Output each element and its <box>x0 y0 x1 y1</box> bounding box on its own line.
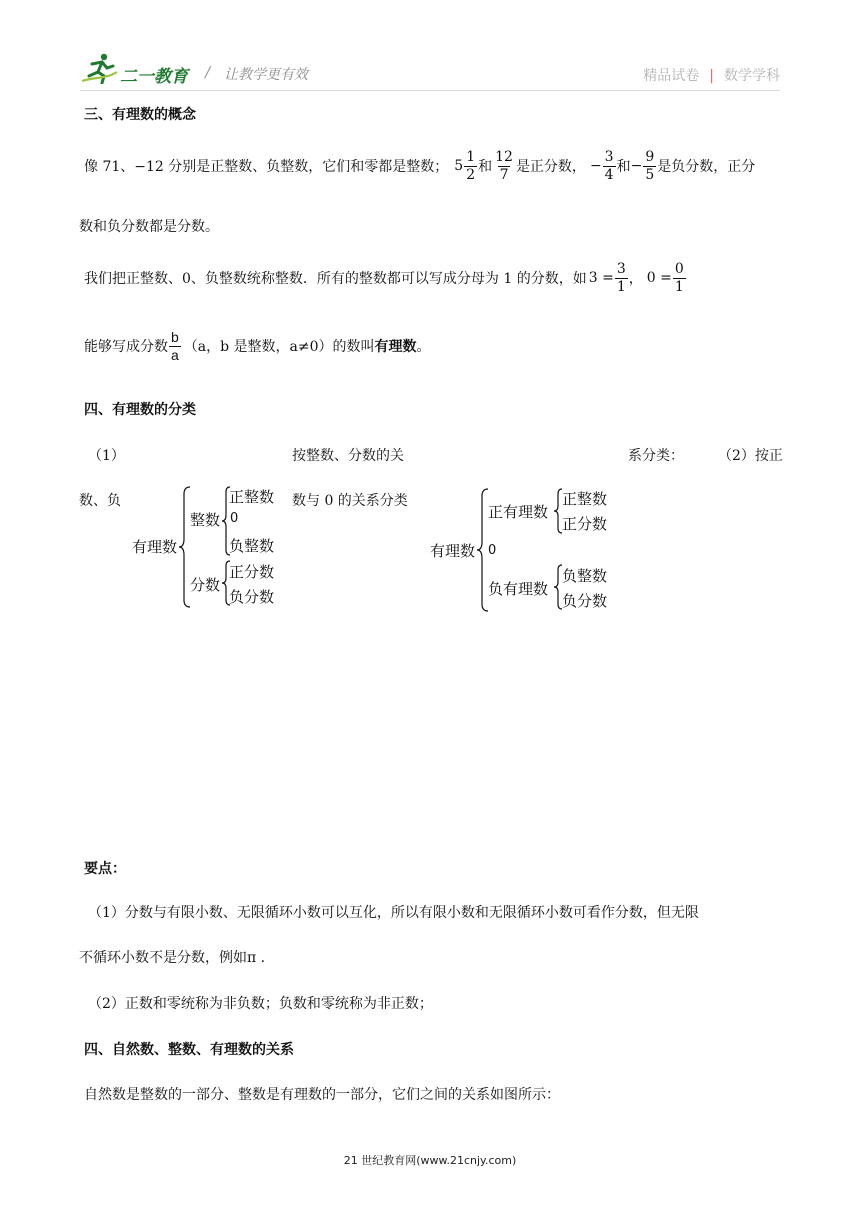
fraction <box>169 330 181 362</box>
diagram-item: 负整数 <box>229 537 275 555</box>
header-subject-name: 数学学科 <box>724 68 780 84</box>
diagram-group: 正有理数 <box>488 503 549 521</box>
fraction <box>464 150 477 182</box>
concept-text: 是负分数，正分 <box>657 159 756 176</box>
diagram-group: 整数 <box>190 511 221 529</box>
concept-paragraph-1-cont: 数和负分数都是分数。 <box>79 219 219 235</box>
diagram-item: 正整数 <box>229 488 275 506</box>
classification-text: 按整数、分数的关 <box>292 448 404 464</box>
keypoint-1: （1）分数与有限小数、无限循环小数可以互化，所以有限小数和无限循环小数可看作分数，但无限 <box>88 905 699 921</box>
classification-label-2: （2）按正 <box>718 448 783 464</box>
diagram-zero: 0 <box>488 543 497 558</box>
concept-text: 能够写成分数 <box>84 339 168 356</box>
classification-text: 系分类： <box>628 448 684 464</box>
minus-sign: − <box>630 158 643 175</box>
slogan: 让教学更有效 <box>224 67 308 83</box>
concept-paragraph-2 <box>84 262 687 294</box>
keypoints-title: 要点： <box>84 861 126 877</box>
denominator: 7 <box>499 166 509 183</box>
diagram-group: 负有理数 <box>488 580 549 598</box>
concept-paragraph-1 <box>84 150 755 182</box>
header-paper-type: 精品试卷 <box>643 68 700 84</box>
diagram-item: 负分数 <box>229 588 275 606</box>
denominator: 4 <box>604 166 614 183</box>
diagram-item: 正分数 <box>562 515 608 533</box>
equation-left: 0 = <box>646 270 672 287</box>
numerator: 1 <box>466 149 476 165</box>
footer-source: 21 世纪教育网(www.21cnjy.com) <box>343 1154 517 1167</box>
denominator: 5 <box>645 166 655 183</box>
denominator: 2 <box>466 166 476 183</box>
concept-text: 。 <box>416 339 431 356</box>
fraction <box>643 150 656 182</box>
classification-text: 数与 0 的关系分类 <box>292 493 408 509</box>
denominator: 1 <box>616 278 626 295</box>
classification-label-1: （1） <box>88 448 125 464</box>
diagram-item: 负分数 <box>562 592 608 610</box>
numerator: 3 <box>604 149 614 165</box>
numerator: b <box>171 329 179 345</box>
term-rational-number: 有理数 <box>374 339 417 356</box>
diagram-root: 有理数 <box>132 538 178 556</box>
runner-logo-icon <box>80 52 118 88</box>
concept-text: 我们把正整数、0、负整数统称整数．所有的整数都可以写成分母为 1 的分数，如 <box>84 271 587 288</box>
concept-text: 像 71、−12 分别是正整数、负整数，它们和零都是整数； <box>84 159 449 176</box>
numerator: 12 <box>495 149 513 165</box>
section-title-concept: 三、有理数的概念 <box>84 107 196 123</box>
fraction <box>615 262 628 294</box>
section-title-relationship: 四、自然数、整数、有理数的关系 <box>84 1042 294 1058</box>
denominator: 1 <box>674 278 684 295</box>
numerator: 9 <box>645 149 655 165</box>
concept-paragraph-3 <box>84 330 431 362</box>
fraction <box>603 150 616 182</box>
classification-text: 数、负 <box>79 493 121 509</box>
fraction <box>673 262 686 294</box>
conjunction: 和 <box>478 159 493 176</box>
numerator: 0 <box>674 261 684 277</box>
keypoint-1-cont: 不循环小数不是分数，例如π . <box>79 950 266 966</box>
logo-text: 二一教育 <box>120 67 188 87</box>
fraction <box>493 150 515 182</box>
concept-text: （a，b 是整数，a≠0）的数叫 <box>183 339 375 356</box>
diagram-item: 正分数 <box>229 563 275 581</box>
header-rule <box>80 90 780 91</box>
header-divider: | <box>709 68 714 84</box>
logo-separator: / <box>205 63 211 81</box>
denominator: a <box>171 346 179 363</box>
diagram-item: 正整数 <box>562 490 608 508</box>
numerator: 3 <box>616 261 626 277</box>
minus-sign: − <box>589 158 602 175</box>
equation-left: 3 = <box>588 270 614 287</box>
diagram-root: 有理数 <box>430 542 476 560</box>
relationship-paragraph: 自然数是整数的一部分、整数是有理数的一部分，它们之间的关系如图所示： <box>84 1087 560 1103</box>
mixed-number-whole: 5 <box>454 158 464 175</box>
diagram-item: 0 <box>230 511 239 526</box>
conjunction: 和 <box>616 159 631 176</box>
diagram-item: 负整数 <box>562 567 608 585</box>
header-subject <box>643 65 780 85</box>
concept-text: 是正分数， <box>515 159 586 176</box>
diagram-group: 分数 <box>190 576 221 594</box>
section-title-classification: 四、有理数的分类 <box>84 402 196 418</box>
comma: ， <box>628 271 643 288</box>
keypoint-2: （2）正数和零统称为非负数；负数和零统称为非正数； <box>88 996 433 1012</box>
